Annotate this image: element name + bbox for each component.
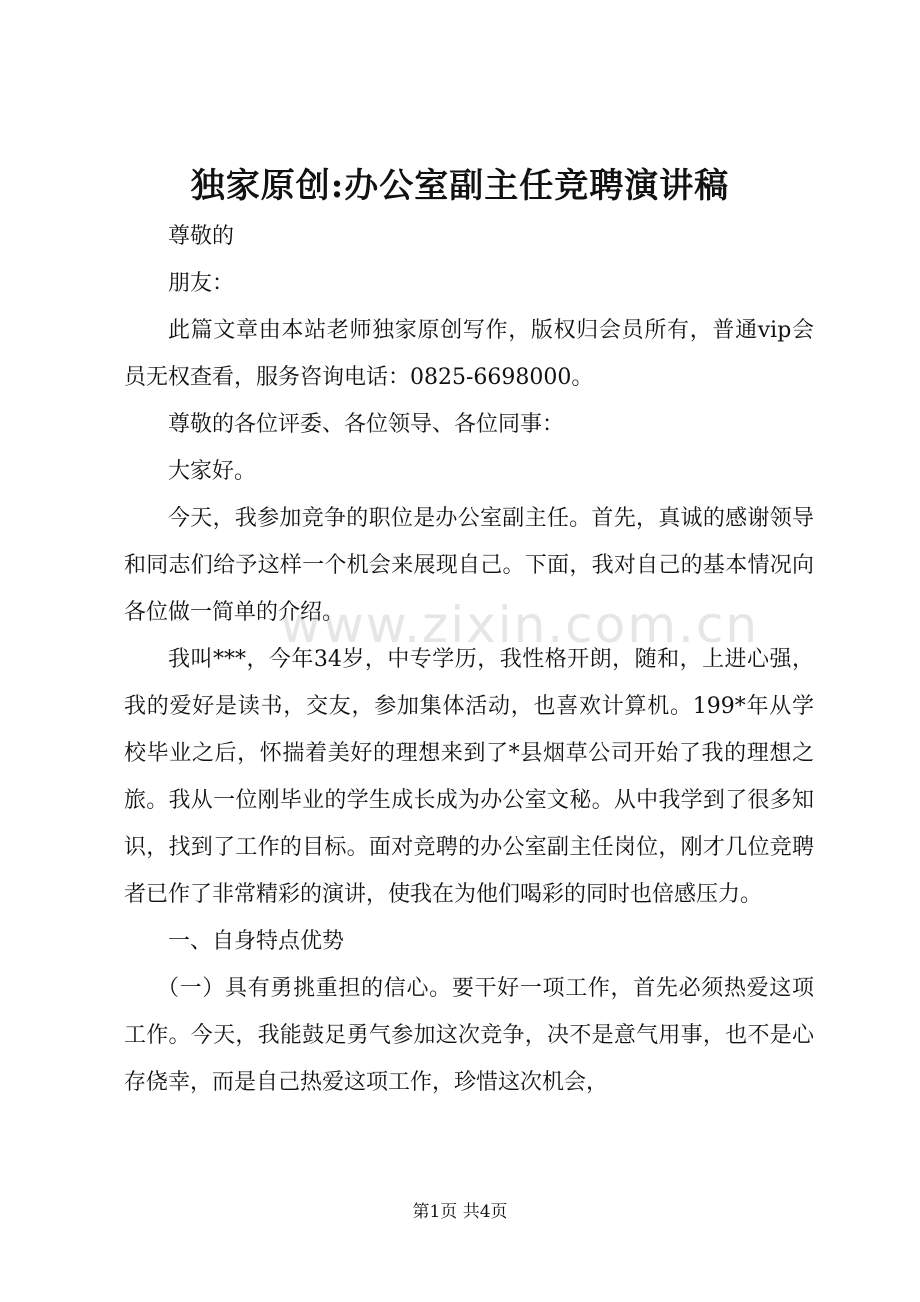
paragraph-self-introduction: 我叫***，今年34岁，中专学历，我性格开朗，随和，上进心强，我的爱好是读书，交友，参加集体活动，也喜欢计算机。199*年从学校毕业之后，怀揣着美好的理想来到了*县烟草公司开始了我的理想之旅。我从一位刚毕业的学生成长成为办公室文秘。从中我学到了很多知识，找到了工作的目标。面对竞聘的办公室副主任岗位，刚才几位竞聘者已作了非常精彩的演讲，使我在为他们喝彩的同时也倍感压力。 [124, 647, 814, 907]
paragraph-greeting-audience: 尊敬的各位评委、各位领导、各位同事： [168, 412, 565, 437]
paragraph-friends: 朋友： [168, 271, 235, 296]
paragraph-strength-one: （一）具有勇挑重担的信心。要干好一项工作，首先必须热爱这项工作。今天，我能鼓足勇气参加这次竞争，决不是意气用事，也不是心存侥幸，而是自己热爱这项工作，珍惜这次机会， [124, 976, 814, 1095]
document-body [124, 213, 814, 1106]
document-title: 独家原创:办公室副主任竞聘演讲稿 [190, 166, 730, 206]
paragraph-hello: 大家好。 [168, 459, 257, 484]
watermark: www.zixin.com.cn [280, 596, 760, 654]
paragraph-salutation: 尊敬的 [168, 224, 235, 249]
paragraph-copyright-notice: 此篇文章由本站老师独家原创写作，版权归会员所有，普通vip会员无权查看，服务咨询电话：0825-6698000。 [124, 318, 814, 390]
page-footer: 第1页 共4页 [412, 1202, 508, 1222]
paragraph-introduction: 今天，我参加竞争的职位是办公室副主任。首先，真诚的感谢领导和同志们给予这样一个机会来展现自己。下面，我对自己的基本情况向各位做一简单的介绍。 [124, 506, 814, 625]
section-heading-strengths: 一、自身特点优势 [168, 929, 345, 954]
